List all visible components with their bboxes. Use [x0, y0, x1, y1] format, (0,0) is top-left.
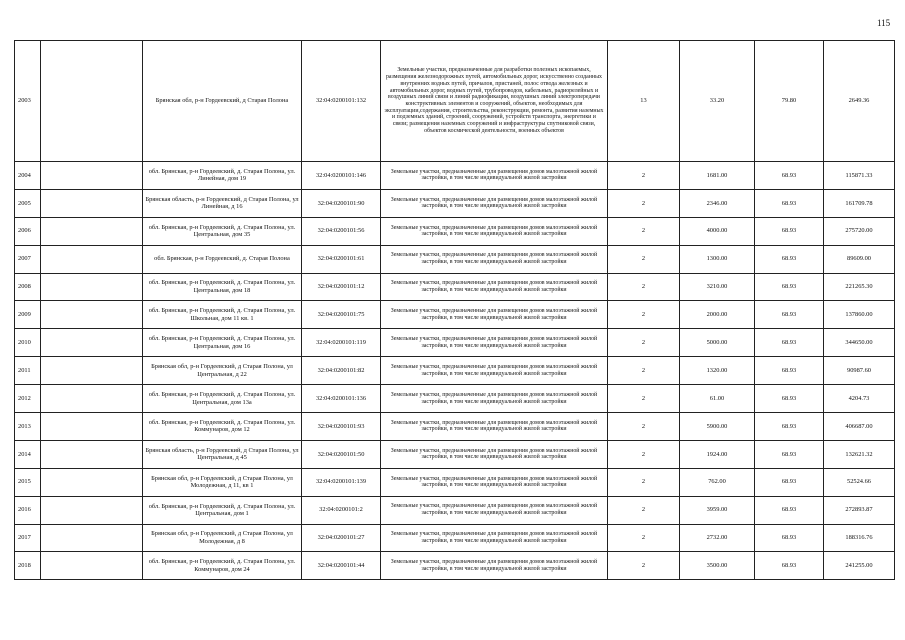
group-cell: 2: [608, 496, 680, 524]
cadastral-table: [14, 40, 895, 580]
land-use-cell: Земельные участки, предназначенные для размещения домов малоэтажной жилой застройки, в том числе индивидуальной жилой застройки: [381, 217, 608, 245]
empty-cell: [41, 496, 143, 524]
empty-cell: [41, 413, 143, 441]
address-cell: обл. Брянская, р-н Гордеевский, д. Старая Полона, ул. Центральная, дом 18: [143, 273, 302, 301]
cadastral-number-cell: 32:04:0200101:75: [302, 301, 381, 329]
table-row: [15, 440, 895, 468]
empty-cell: [41, 189, 143, 217]
table-row: [15, 162, 895, 190]
address-cell: Брянская обл, р-н Гордеевский, д Старая Полона: [143, 41, 302, 162]
value-cell: 221265.30: [824, 273, 895, 301]
cadastral-number-cell: 32:04:0200101:93: [302, 413, 381, 441]
table-row: [15, 413, 895, 441]
group-cell: 2: [608, 162, 680, 190]
cadastral-number-cell: 32:04:0200101:146: [302, 162, 381, 190]
table-row: [15, 468, 895, 496]
address-cell: обл. Брянская, р-н Гордеевский, д. Старая Полона, ул. Школьная, дом 11 кв. 1: [143, 301, 302, 329]
row-number: 2015: [15, 468, 41, 496]
value-cell: 90987.60: [824, 357, 895, 385]
land-use-cell: Земельные участки, предназначенные для размещения домов малоэтажной жилой застройки, в том числе индивидуальной жилой застройки: [381, 301, 608, 329]
table-row: [15, 552, 895, 580]
group-cell: 2: [608, 273, 680, 301]
rate-cell: 68.93: [755, 329, 824, 357]
cadastral-number-cell: 32:04:0200101:50: [302, 440, 381, 468]
land-use-cell: Земельные участки, предназначенные для размещения домов малоэтажной жилой застройки, в том числе индивидуальной жилой застройки: [381, 329, 608, 357]
area-cell: 2732.00: [680, 524, 755, 552]
rate-cell: 68.93: [755, 440, 824, 468]
cadastral-number-cell: 32:04:0200101:56: [302, 217, 381, 245]
table-row: [15, 496, 895, 524]
area-cell: 5900.00: [680, 413, 755, 441]
rate-cell: 68.93: [755, 552, 824, 580]
group-cell: 2: [608, 329, 680, 357]
row-number: 2018: [15, 552, 41, 580]
cadastral-number-cell: 32:04:0200101:90: [302, 189, 381, 217]
row-number: 2003: [15, 41, 41, 162]
land-use-cell: Земельные участки, предназначенные для размещения домов малоэтажной жилой застройки, в том числе индивидуальной жилой застройки: [381, 273, 608, 301]
address-cell: обл. Брянская, р-н Гордеевский, д. Старая Полона, ул. Центральная, дом 35: [143, 217, 302, 245]
empty-cell: [41, 301, 143, 329]
table-row: [15, 329, 895, 357]
rate-cell: 68.93: [755, 357, 824, 385]
table-row: [15, 385, 895, 413]
row-number: 2014: [15, 440, 41, 468]
row-number: 2006: [15, 217, 41, 245]
empty-cell: [41, 524, 143, 552]
address-cell: обл. Брянская, р-н Гордеевский, д. Старая Полона, ул. Коммунаров, дом 12: [143, 413, 302, 441]
area-cell: 3500.00: [680, 552, 755, 580]
area-cell: 2000.00: [680, 301, 755, 329]
rate-cell: 68.93: [755, 385, 824, 413]
area-cell: 4000.00: [680, 217, 755, 245]
area-cell: 2346.00: [680, 189, 755, 217]
area-cell: 33.20: [680, 41, 755, 162]
cadastral-number-cell: 32:04:0200101:44: [302, 552, 381, 580]
table-row: [15, 273, 895, 301]
cadastral-number-cell: 32:04:0200101:12: [302, 273, 381, 301]
value-cell: 161709.78: [824, 189, 895, 217]
land-use-cell: Земельные участки, предназначенные для размещения домов малоэтажной жилой застройки, в том числе индивидуальной жилой застройки: [381, 440, 608, 468]
land-use-cell: Земельные участки, предназначенные для размещения домов малоэтажной жилой застройки, в том числе индивидуальной жилой застройки: [381, 385, 608, 413]
cadastral-number-cell: 32:04:0200101:82: [302, 357, 381, 385]
empty-cell: [41, 440, 143, 468]
empty-cell: [41, 273, 143, 301]
row-number: 2013: [15, 413, 41, 441]
address-cell: Брянская обл, р-н Гордеевский, д Старая Полона, ул Молодежная, д 8: [143, 524, 302, 552]
page-number: 115: [877, 18, 891, 28]
value-cell: 275720.00: [824, 217, 895, 245]
area-cell: 3959.00: [680, 496, 755, 524]
table-row: [15, 189, 895, 217]
group-cell: 2: [608, 413, 680, 441]
value-cell: 241255.00: [824, 552, 895, 580]
row-number: 2008: [15, 273, 41, 301]
empty-cell: [41, 468, 143, 496]
rate-cell: 68.93: [755, 413, 824, 441]
empty-cell: [41, 245, 143, 273]
address-cell: обл. Брянская, р-н Гордеевский, д. Старая Полона, ул. Центральная, дом 16: [143, 329, 302, 357]
value-cell: 188316.76: [824, 524, 895, 552]
rate-cell: 68.93: [755, 468, 824, 496]
land-use-cell: Земельные участки, предназначенные для размещения домов малоэтажной жилой застройки, в том числе индивидуальной жилой застройки: [381, 496, 608, 524]
group-cell: 2: [608, 440, 680, 468]
group-cell: 13: [608, 41, 680, 162]
table-row: [15, 41, 895, 162]
table-row: [15, 245, 895, 273]
area-cell: 3210.00: [680, 273, 755, 301]
empty-cell: [41, 217, 143, 245]
row-number: 2009: [15, 301, 41, 329]
land-use-cell: Земельные участки, предназначенные для размещения домов малоэтажной жилой застройки, в том числе индивидуальной жилой застройки: [381, 524, 608, 552]
address-cell: обл. Брянская, р-н Гордеевский, д. Старая Полона, ул. Центральная, дом 13а: [143, 385, 302, 413]
address-cell: Брянская обл, р-н Гордеевский, д Старая Полона, ул Молодежная, д 11, кв 1: [143, 468, 302, 496]
area-cell: 1320.00: [680, 357, 755, 385]
group-cell: 2: [608, 189, 680, 217]
land-use-cell: Земельные участки, предназначенные для размещения домов малоэтажной жилой застройки, в том числе индивидуальной жилой застройки: [381, 552, 608, 580]
rate-cell: 68.93: [755, 496, 824, 524]
rate-cell: 68.93: [755, 273, 824, 301]
cadastral-number-cell: 32:04:0200101:119: [302, 329, 381, 357]
value-cell: 137860.00: [824, 301, 895, 329]
group-cell: 2: [608, 357, 680, 385]
rate-cell: 68.93: [755, 524, 824, 552]
row-number: 2010: [15, 329, 41, 357]
land-use-cell: Земельные участки, предназначенные для размещения домов малоэтажной жилой застройки, в том числе индивидуальной жилой застройки: [381, 162, 608, 190]
land-use-cell: Земельные участки, предназначенные для размещения домов малоэтажной жилой застройки, в том числе индивидуальной жилой застройки: [381, 357, 608, 385]
address-cell: Брянская область, р-н Гордеевский, д Старая Полона, ул Центральная, д 45: [143, 440, 302, 468]
land-use-cell: Земельные участки, предназначенные для размещения домов малоэтажной жилой застройки, в том числе индивидуальной жилой застройки: [381, 468, 608, 496]
value-cell: 406687.00: [824, 413, 895, 441]
address-cell: обл. Брянская, р-н Гордеевский, д. Старая Полона, ул. Центральная, дом 1: [143, 496, 302, 524]
group-cell: 2: [608, 217, 680, 245]
rate-cell: 79.80: [755, 41, 824, 162]
area-cell: 762.00: [680, 468, 755, 496]
value-cell: 52524.66: [824, 468, 895, 496]
value-cell: 115871.33: [824, 162, 895, 190]
address-cell: Брянская обл, р-н Гордеевский, д Старая Полона, ул Центральная, д 22: [143, 357, 302, 385]
cadastral-number-cell: 32:04:0200101:27: [302, 524, 381, 552]
area-cell: 1300.00: [680, 245, 755, 273]
row-number: 2012: [15, 385, 41, 413]
row-number: 2016: [15, 496, 41, 524]
empty-cell: [41, 357, 143, 385]
group-cell: 2: [608, 552, 680, 580]
table-row: [15, 357, 895, 385]
row-number: 2017: [15, 524, 41, 552]
group-cell: 2: [608, 385, 680, 413]
row-number: 2005: [15, 189, 41, 217]
row-number: 2007: [15, 245, 41, 273]
cadastral-number-cell: 32:04:0200101:139: [302, 468, 381, 496]
table-body: [15, 41, 895, 580]
value-cell: 2649.36: [824, 41, 895, 162]
table-row: [15, 301, 895, 329]
table-row: [15, 217, 895, 245]
land-use-cell: Земельные участки, предназначенные для разработки полезных ископаемых, размещения железнодорожных путей, автомобильных дорог, искусственно созданных внутренних водных путей, причалов, пристаней, полос отвода железных и автомобильных дорог, водных путей, трубопроводов, кабельных, радиорелейных и воздушных линий связи и линий радиофикации, воздушных линий электропередачи конструктивных элементов и сооружений, объектов, необходимых для эксплуатации,содержания, строительства, реконструкции, ремонта, развития наземных и подземных зданий, строений, сооружений, устройств транспорта, энергетики и связи; размещения наземных сооружений и инфраструктуры спутниковой связи, объектов космической деятельности, военных объектов: [381, 41, 608, 162]
area-cell: 5000.00: [680, 329, 755, 357]
group-cell: 2: [608, 245, 680, 273]
address-cell: обл. Брянская, р-н Гордеевский, д. Старая Полона: [143, 245, 302, 273]
rate-cell: 68.93: [755, 301, 824, 329]
rate-cell: 68.93: [755, 162, 824, 190]
group-cell: 2: [608, 301, 680, 329]
value-cell: 344650.00: [824, 329, 895, 357]
address-cell: обл. Брянская, р-н Гордеевский, д. Старая Полона, ул. Коммунаров, дом 24: [143, 552, 302, 580]
value-cell: 89609.00: [824, 245, 895, 273]
table-row: [15, 524, 895, 552]
value-cell: 272893.87: [824, 496, 895, 524]
empty-cell: [41, 552, 143, 580]
empty-cell: [41, 385, 143, 413]
rate-cell: 68.93: [755, 217, 824, 245]
group-cell: 2: [608, 524, 680, 552]
value-cell: 4204.73: [824, 385, 895, 413]
empty-cell: [41, 41, 143, 162]
rate-cell: 68.93: [755, 245, 824, 273]
address-cell: Брянская область, р-н Гордеевский, д Старая Полона, ул Линейная, д 16: [143, 189, 302, 217]
area-cell: 1924.00: [680, 440, 755, 468]
value-cell: 132621.32: [824, 440, 895, 468]
empty-cell: [41, 162, 143, 190]
row-number: 2004: [15, 162, 41, 190]
cadastral-number-cell: 32:04:0200101:136: [302, 385, 381, 413]
cadastral-number-cell: 32:04:0200101:132: [302, 41, 381, 162]
rate-cell: 68.93: [755, 189, 824, 217]
area-cell: 61.00: [680, 385, 755, 413]
cadastral-number-cell: 32:04:0200101:61: [302, 245, 381, 273]
row-number: 2011: [15, 357, 41, 385]
group-cell: 2: [608, 468, 680, 496]
land-use-cell: Земельные участки, предназначенные для размещения домов малоэтажной жилой застройки, в том числе индивидуальной жилой застройки: [381, 413, 608, 441]
land-use-cell: Земельные участки, предназначенные для размещения домов малоэтажной жилой застройки, в том числе индивидуальной жилой застройки: [381, 189, 608, 217]
cadastral-number-cell: 32:04:0200101:2: [302, 496, 381, 524]
address-cell: обл. Брянская, р-н Гордеевский, д. Старая Полона, ул. Линейная, дом 19: [143, 162, 302, 190]
area-cell: 1681.00: [680, 162, 755, 190]
land-use-cell: Земельные участки, предназначенные для размещения домов малоэтажной жилой застройки, в том числе индивидуальной жилой застройки: [381, 245, 608, 273]
empty-cell: [41, 329, 143, 357]
